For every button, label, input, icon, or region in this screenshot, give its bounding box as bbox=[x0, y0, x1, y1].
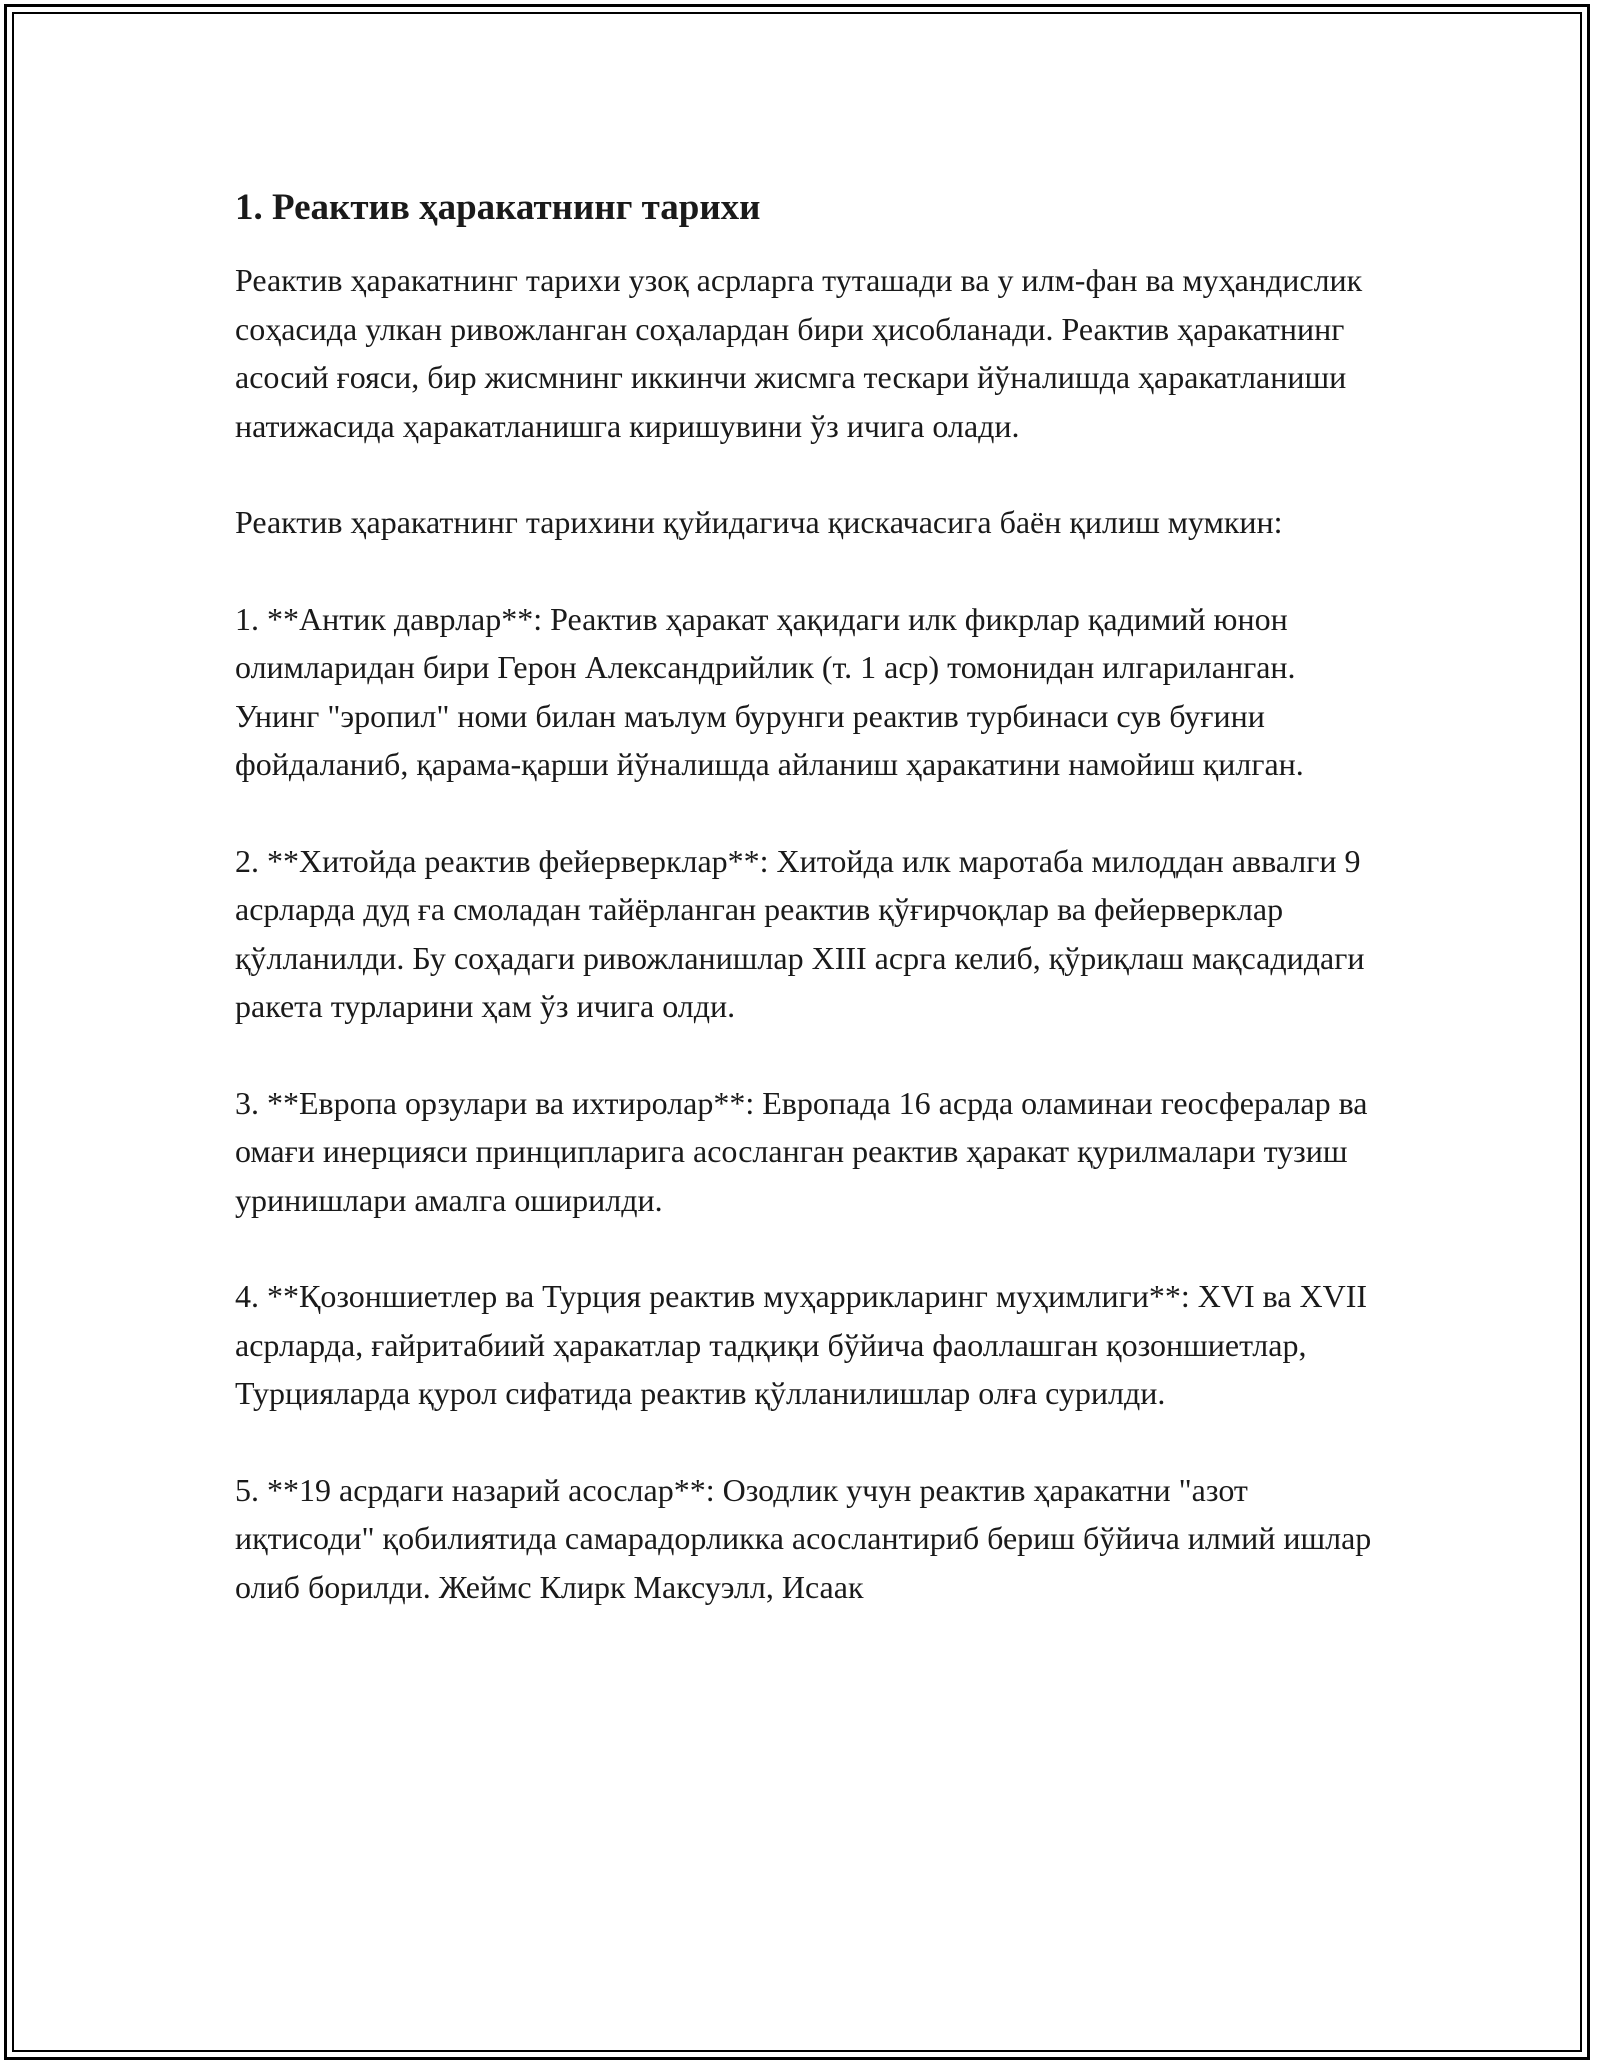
list-item-turkey-engines: 4. **Қозоншиетлер ва Турция реактив муҳаррикларинг муҳимлиги**: XVI ва XVII асрларда, ғайритабиий ҳаракатлар тадқиқи бўйича фаоллашган қозоншиетлар, Турцияларда қурол сифатида реактив қўлланилишлар олға сурилди. bbox=[235, 1278, 1368, 1412]
list-item-antiquity: 1. **Антик даврлар**: Реактив ҳаракат ҳақидаги илк фикрлар қадимий юнон олимларидан бири Герон Александрийлик (т. 1 аср) томонидан илгариланган. Унинг "эропил" номи билан маълум бурунги реактив турбинаси сув буғини фойдаланиб, қарама-қарши йўналишда айланиш ҳаракатини намойиш қилган. bbox=[235, 600, 1304, 783]
list-item-china-fireworks: 2. **Хитойда реактив фейерверклар**: Хитойда илк маротаба милоддан аввалги 9 асрларда дуд ға смоладан тайёрланган реактив қўғирчоқлар ва фейерверклар қўлланилди. Бу соҳадаги ривожланишлар XIII асрга келиб, қўриқлаш мақсадидаги ракета турларини ҳам ўз ичига олди. bbox=[235, 842, 1365, 1025]
section-heading: 1. Реактив ҳаракатнинг тарихи bbox=[235, 187, 761, 228]
paragraph-intro: Реактив ҳаракатнинг тарихи узоқ асрларга туташади ва у илм-фан ва муҳандислик соҳасида улкан ривожланган соҳалардан бири ҳисобланади. Реактив ҳаракатнинг асосий ғояси, бир жисмнинг иккинчи жисмга тескари йўналишда ҳаракатланиши натижасида ҳаракатланишга киришувини ўз ичига олади. bbox=[235, 262, 1363, 444]
list-item-europe-inventions: 3. **Европа орзулари ва ихтиролар**: Европада 16 асрда оламинаи геосфералар ва омағи инерцияси принципларига асосланган реактив ҳаракат қурилмалари тузиш уринишлари амалга оширилди. bbox=[235, 1084, 1368, 1218]
list-item-19th-century-theory: 5. **19 асрдаги назарий асослар**: Озодлик учун реактив ҳаракатни "азот иқтисоди" қобилиятида самарадорликка асослантириб бериш бўйича илмий ишлар олиб борилди. Жеймс Клирк Максуэлл, Исаак bbox=[235, 1471, 1372, 1605]
paragraph-summary-lead: Реактив ҳаракатнинг тарихини қуйидагича қискачасига баён қилиш мумкин: bbox=[235, 504, 1283, 541]
document-body bbox=[235, 186, 1375, 1611]
